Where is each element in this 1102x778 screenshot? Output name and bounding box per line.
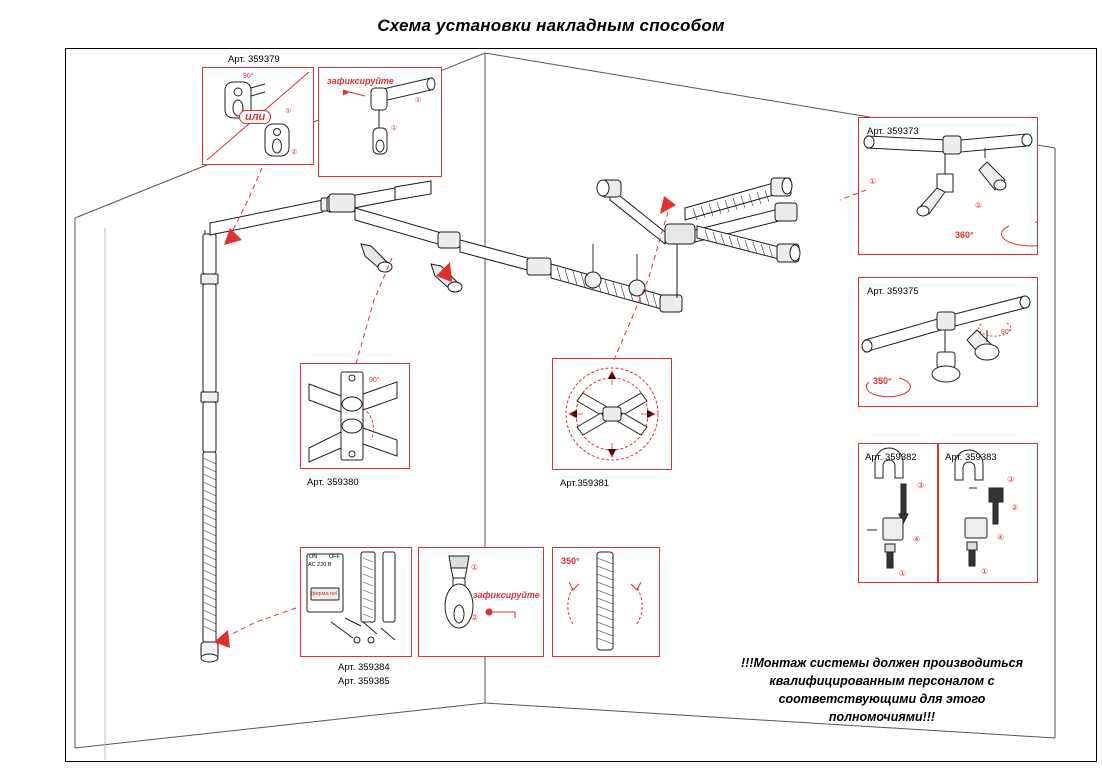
fix-label-2: зафиксируйте: [473, 590, 540, 600]
label-art-359375: Арт. 359375: [867, 286, 919, 297]
svg-text:②: ②: [975, 201, 983, 210]
svg-text:①: ①: [285, 108, 292, 115]
svg-text:②: ②: [1011, 503, 1019, 512]
svg-text:④: ④: [913, 535, 921, 544]
svg-text:①: ①: [415, 97, 422, 104]
label-art-359384: Арт. 359384: [338, 662, 390, 673]
angle-360-label: 360°: [955, 230, 974, 240]
warning-text: !!!Монтаж системы должен производиться квалифицированным персоналом с соответствующими для этого полномочиями!!!: [741, 655, 1023, 724]
label-art-359381: Арт.359381: [560, 478, 610, 489]
svg-text:90°: 90°: [369, 377, 380, 384]
fix-label-1: зафиксируйте: [327, 76, 394, 86]
switch-brand-label: фирма nel: [311, 591, 338, 597]
svg-text:90°: 90°: [243, 73, 254, 80]
angle-350-label-a: 350°: [873, 376, 892, 386]
svg-text:②: ②: [471, 613, 479, 622]
svg-text:①: ①: [981, 567, 989, 576]
svg-text:①: ①: [869, 177, 877, 186]
svg-text:①: ①: [391, 125, 398, 132]
label-art-359385: Арт. 359385: [338, 676, 390, 687]
switch-off-label: OFF: [329, 554, 340, 560]
svg-text:①: ①: [471, 563, 479, 572]
or-label: или: [239, 110, 271, 124]
label-art-359383: Арт. 359383: [945, 452, 997, 463]
page-title: Схема установки накладным способом: [377, 16, 725, 35]
label-art-359373: Арт. 359373: [867, 126, 919, 137]
svg-text:③: ③: [1007, 475, 1015, 484]
label-art-359380: Арт. 359380: [307, 477, 359, 488]
svg-text:90°: 90°: [1001, 329, 1012, 336]
svg-text:④: ④: [997, 533, 1005, 542]
angle-350-label-b: 350°: [561, 556, 580, 566]
svg-text:③: ③: [917, 481, 925, 490]
svg-text:①: ①: [899, 569, 907, 578]
switch-on-label: ON: [309, 554, 318, 560]
switch-voltage-label: AC 220 В: [308, 562, 332, 568]
svg-text:②: ②: [291, 149, 298, 156]
label-art-359382: Арт. 359382: [865, 452, 917, 463]
label-art-359379: Арт. 359379: [228, 54, 280, 65]
